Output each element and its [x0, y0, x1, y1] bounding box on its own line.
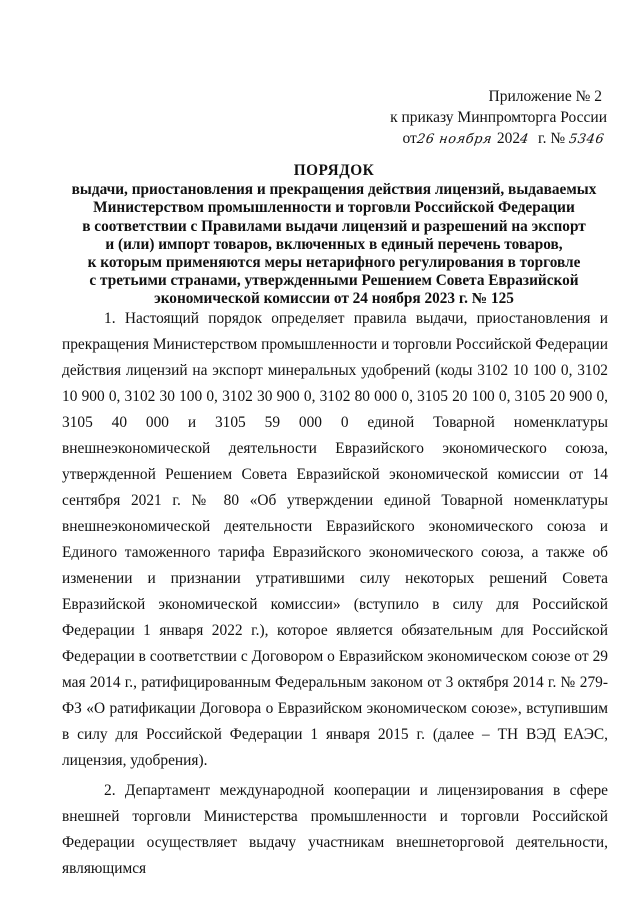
appendix-order-date-number — [390, 128, 607, 150]
title-line: Министерством промышленности и торговли Российской Федерации — [93, 199, 575, 217]
number-prefix: г. № — [537, 130, 566, 147]
paragraph-1: 1. Настоящий порядок определяет правила выдачи, приостановления и прекращения Министерством промышленности и торговли Российской Федерации действия лицензий на экспорт минеральных удобрений (коды 3102 10 100 0, 3102 10 900 0, 3102 30 100 0, 3102 30 900 0, 3102 80 000 0, 3105 20 100 0, 3105 20 900 0, 3105 40 000 и 3105 59 000 0 единой Товарной номенклатуры внешнеэкономической деятельности Евразийского экономического союза, утвержденной Решением Совета Евразийской экономической комиссии от 14 сентября 2021 г. № 80 «Об утверждении единой Товарной номенклатуры внешнеэкономической деятельности Евразийского экономического союза и Единого таможенного тарифа Евразийского экономического союза, а также об изменении и признании утратившими силу некоторых решений Совета Евразийской экономической комиссии» (вступило в силу для Российской Федерации 1 января 2022 г.), которое является обязательным для Российской Федерации в соответствии с Договором о Евразийском экономическом союзе от 29 мая 2014 г., ратифицированным Федеральным законом от 3 октября 2014 г. № 279-ФЗ «О ратификации Договора о Евразийском экономическом союзе», вступившим в силу для Российской Федерации 1 января 2015 г. (далее – ТН ВЭД ЕАЭС, лицензия, удобрения). — [62, 310, 608, 769]
appendix-order-reference: к приказу Минпромторга России — [390, 109, 607, 126]
date-prefix: от — [402, 130, 417, 147]
title-heading: ПОРЯДОК — [293, 162, 375, 179]
document-title — [60, 162, 608, 309]
appendix-number: Приложение № 2 — [488, 88, 602, 105]
handwritten-date: 26 ноября — [415, 132, 493, 147]
title-line: и (или) импорт товаров, включенных в единый перечень товаров, — [105, 235, 563, 253]
title-line: к которым применяются меры нетарифного регулирования в торговле — [87, 254, 581, 272]
title-line: выдачи, приостановления и прекращения действия лицензий, выдаваемых — [71, 181, 597, 199]
handwritten-order-number: 5346 — [567, 132, 606, 147]
year-prefix: 202 — [496, 130, 521, 147]
appendix-header — [390, 86, 607, 150]
title-line: с третьими странами, утвержденными Решением Совета Евразийской — [89, 272, 579, 290]
document-body — [62, 306, 608, 882]
paragraph-2: 2. Департамент международной кооперации и лицензирования в сфере внешней торговли Министерства промышленности и торговли Российской Федерации осуществляет выдачу участникам внешнеторговой деятельности, являющимся — [62, 782, 608, 877]
title-line: экономической комиссии от 24 ноября 2023 г. № 125 — [154, 290, 514, 308]
title-line: в соответствии с Правилами выдачи лицензий и разрешений на экспорт — [82, 217, 586, 235]
handwritten-year-digit: 4 — [519, 132, 530, 147]
